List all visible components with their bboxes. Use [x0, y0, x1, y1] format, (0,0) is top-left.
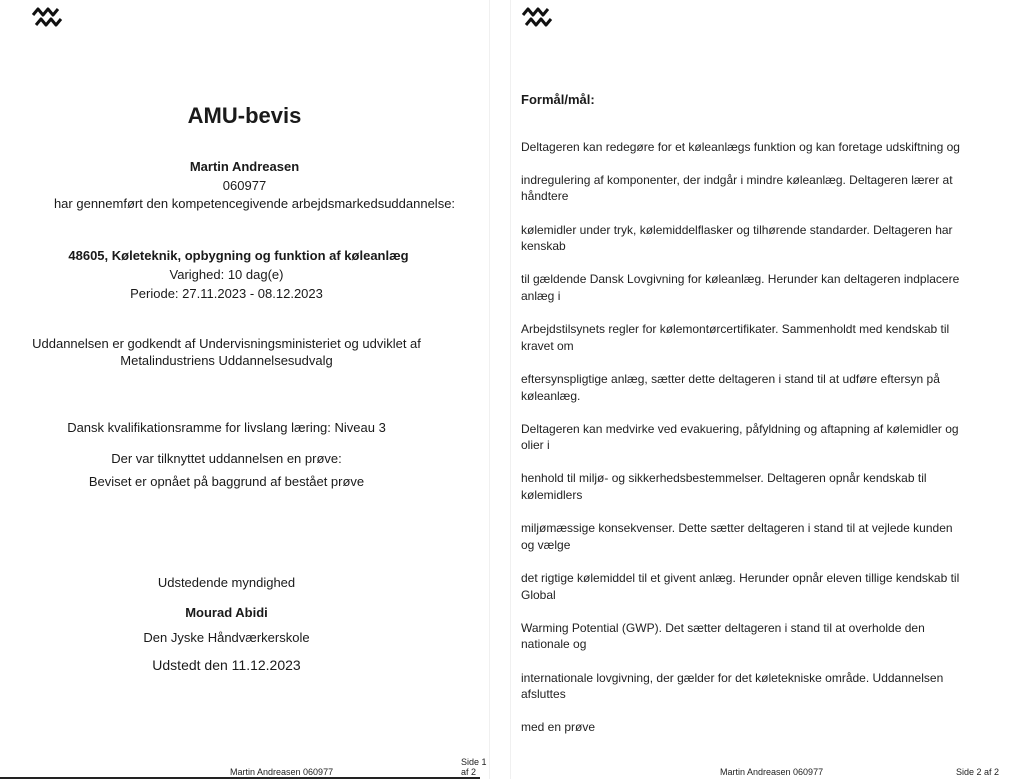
signatory-name: Mourad Abidi	[185, 605, 268, 620]
paragraph-line: internationale lovgivning, der gælder for det køletekniske område. Uddannelsen afsluttes	[521, 670, 944, 702]
paragraph-line: med en prøve	[521, 720, 596, 735]
paragraph-line: Arbejdstilsynets regler for kølemontørcertifikater. Sammenholdt med kendskab til kravet om	[521, 322, 950, 353]
paragraph-line: miljømæssige konsekvenser. Dette sætter deltageren i stand til at vejlede kunden og vælge	[521, 521, 953, 552]
wave-logo-icon	[521, 5, 553, 31]
course-title: 48605, Køleteknik, opbygning og funktion af køleanlæg	[68, 248, 409, 263]
certificate-page-2	[511, 0, 1024, 779]
wave-logo-icon	[31, 5, 63, 31]
test-attached-text: Der var tilknyttet uddannelsen en prøve:	[111, 451, 342, 466]
page-title: AMU-bevis	[187, 103, 302, 128]
issuer-label: Udstedende myndighed	[157, 575, 296, 590]
approval-text-line2: Metalindustriens Uddannelsesudvalg	[120, 353, 333, 368]
footer-name: Martin Andreasen 060977	[720, 767, 824, 777]
course-period: Periode: 27.11.2023 - 08.12.2023	[130, 286, 323, 301]
course-duration: Varighed: 10 dag(e)	[169, 267, 284, 282]
paragraph-line: Deltageren kan redegøre for et køleanlægs funktion og kan foretage udskiftning og	[521, 139, 960, 154]
qualification-framework: Dansk kvalifikationsramme for livslang læring: Niveau 3	[67, 420, 386, 435]
certificate-page-1	[0, 0, 489, 779]
purpose-heading: Formål/mål:	[521, 92, 595, 107]
paragraph-line: Deltageren kan medvirke ved evakuering, påfyldning og aftapning af kølemidler og olier i	[521, 421, 959, 453]
paragraph-line: til gældende Dansk Lovgivning for køleanlæg. Herunder kan deltageren indplacere anlæg i	[521, 272, 960, 303]
test-result-text: Beviset er opnået på baggrund af bestået prøve	[88, 474, 365, 489]
footer-page-number: Side 1 af 2	[461, 757, 487, 777]
paragraph-line: Warming Potential (GWP). Det sætter deltageren i stand til at overholde den nationale og	[521, 620, 925, 652]
paragraph-line: kølemidler under tryk, kølemiddelflasker og tilhørende standarder. Deltageren har kenskab	[521, 222, 953, 254]
completion-text: har gennemført den kompetencegivende arbejdsmarkedsuddannelse:	[53, 196, 456, 211]
approval-text-line1: Uddannelsen er godkendt af Undervisningsministeriet og udviklet af	[32, 336, 421, 351]
participant-id: 060977	[222, 178, 267, 193]
participant-name: Martin Andreasen	[189, 159, 300, 174]
paragraph-line: indregulering af komponenter, der indgår i mindre køleanlæg. Deltageren lærer at håndtere	[521, 172, 953, 204]
footer-page-number: Side 2 af 2	[956, 767, 1000, 777]
purpose-paragraph	[521, 122, 961, 753]
page-gutter	[489, 0, 511, 779]
footer-name: Martin Andreasen 060977	[230, 767, 334, 777]
paragraph-line: det rigtige kølemiddel til et givent anlæg. Herunder opnår eleven tillige kendskab til Global	[521, 571, 960, 602]
issued-date: Udstedt den 11.12.2023	[152, 657, 301, 673]
paragraph-line: eftersynspligtige anlæg, sætter dette deltageren i stand til at udføre eftersyn på køleanlæg.	[521, 371, 940, 403]
school-name: Den Jyske Håndværkerskole	[143, 630, 310, 645]
paragraph-line: henhold til miljø- og sikkerhedsbestemmelser. Deltageren opnår kendskab til kølemidlers	[521, 471, 927, 503]
